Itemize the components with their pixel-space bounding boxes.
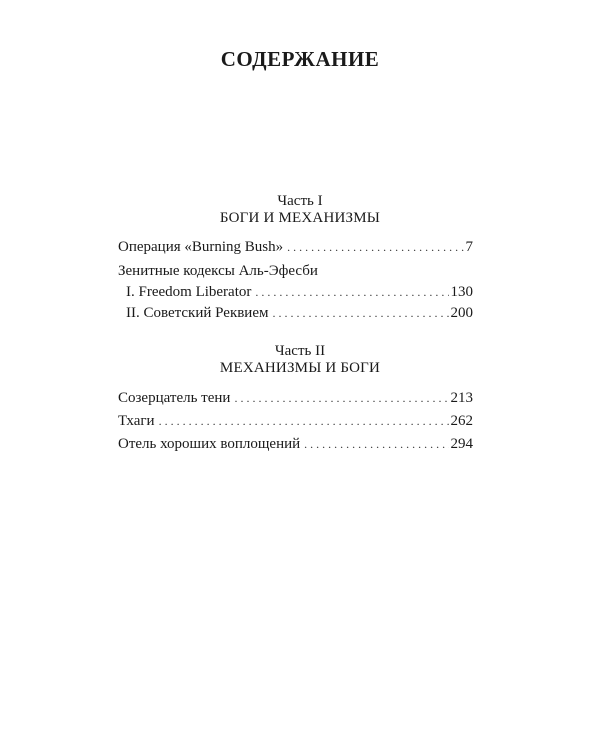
dot-leader xyxy=(159,410,449,433)
toc-entry-title: II. Советский Реквием xyxy=(126,305,269,321)
toc-entry-title: Тхаги xyxy=(118,413,155,429)
dot-leader xyxy=(304,433,448,456)
part-heading-1 xyxy=(0,193,600,227)
toc-entry-title: I. Freedom Liberator xyxy=(126,284,252,300)
toc-page-number: 130 xyxy=(450,284,473,300)
toc-page-number: 213 xyxy=(450,390,473,406)
part-heading-2 xyxy=(0,343,600,377)
toc-page-number: 7 xyxy=(465,239,473,255)
toc-entry-title: Операция «Burning Bush» xyxy=(118,239,284,255)
toc-entry[interactable] xyxy=(118,303,473,324)
dot-leader xyxy=(273,303,449,324)
toc-entry-title: Отель хороших воплощений xyxy=(118,436,301,452)
toc-entry[interactable] xyxy=(118,410,473,433)
toc-entry-title: Зенитные кодексы Аль-Эфесби xyxy=(118,263,318,279)
part-title: БОГИ И МЕХАНИЗМЫ xyxy=(219,210,381,226)
toc-page-number: 200 xyxy=(450,305,473,321)
toc-page-number: 262 xyxy=(450,413,473,429)
toc-list-part-2 xyxy=(118,387,473,456)
toc-list-part-1 xyxy=(118,237,473,324)
part-number: Часть I xyxy=(277,193,323,209)
toc-section-label xyxy=(118,261,473,282)
dot-leader xyxy=(287,237,463,258)
toc-entry[interactable] xyxy=(118,433,473,456)
part-title: МЕХАНИЗМЫ И БОГИ xyxy=(219,360,381,376)
toc-entry[interactable] xyxy=(118,237,473,258)
part-number: Часть II xyxy=(274,343,326,359)
toc-entry-title: Созерцатель тени xyxy=(118,390,231,406)
toc-entry[interactable] xyxy=(118,282,473,303)
dot-leader xyxy=(234,387,448,410)
dot-leader xyxy=(255,282,448,303)
toc-entry[interactable] xyxy=(118,387,473,410)
page-title: СОДЕРЖАНИЕ xyxy=(220,47,380,71)
toc-page-number: 294 xyxy=(450,436,473,452)
